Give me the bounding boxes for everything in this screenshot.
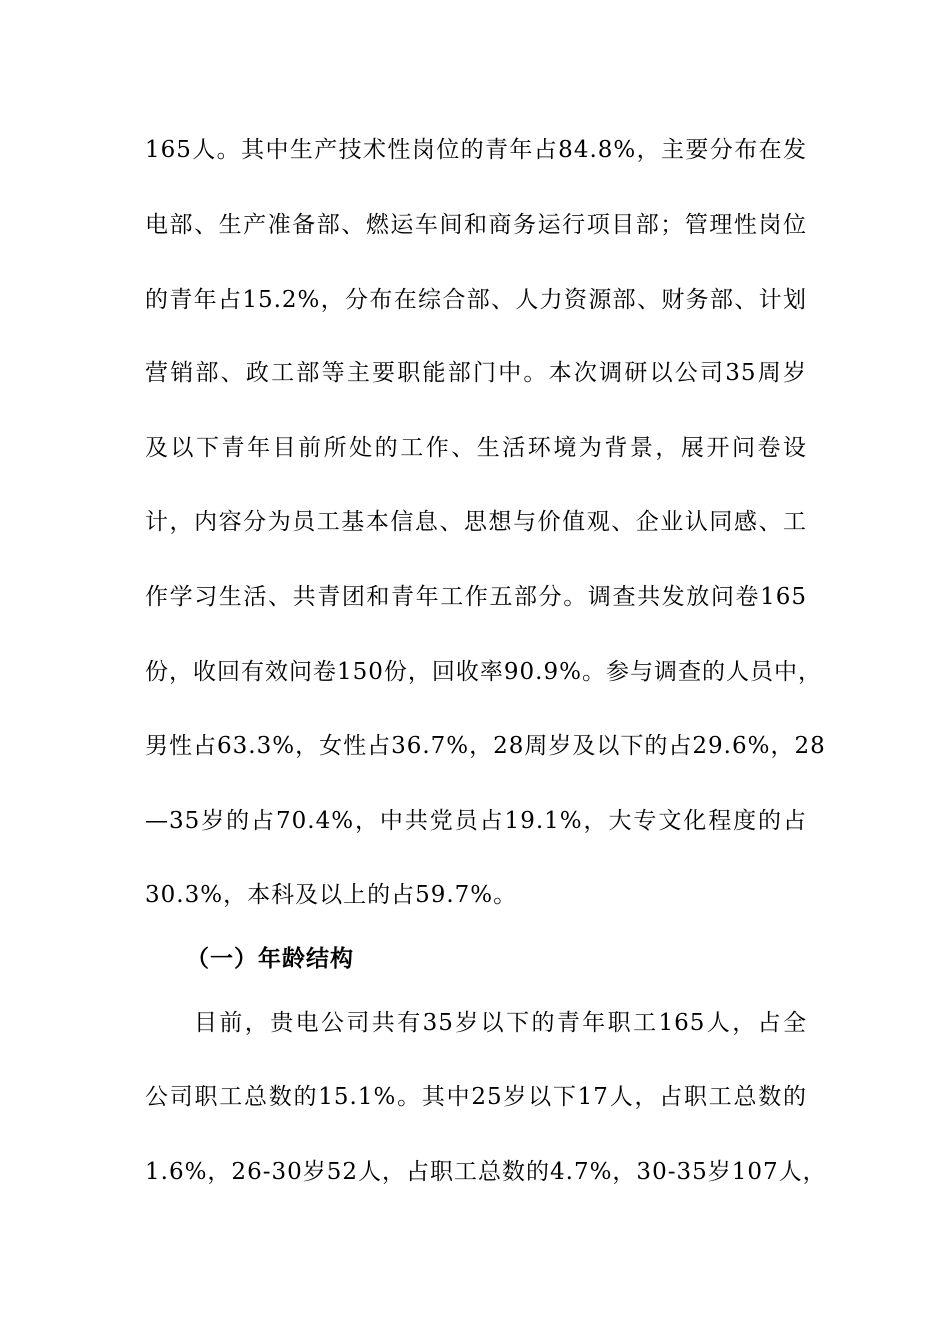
paragraph-line-last: 30.3%，本科及以上的占59.7%。 [145, 882, 518, 908]
paragraph-line: 营销部、政工部等主要职能部门中。本次调研以公司35周岁 [145, 360, 807, 386]
paragraph-line: 165人。其中生产技术性岗位的青年占84.8%，主要分布在发 [145, 137, 807, 163]
paragraph-line: 男性占63.3%，女性占36.7%，28周岁及以下的占29.6%，28 [145, 733, 826, 759]
paragraph-line: 1.6%，26-30岁52人，占职工总数的4.7%，30-35岁107人， [145, 1159, 827, 1185]
paragraph-line: 作学习生活、共青团和青年工作五部分。调查共发放问卷165 [145, 584, 807, 610]
paragraph-line: 份，收回有效问卷150份，回收率90.9%。参与调查的人员中， [145, 659, 822, 685]
section-heading: （一）年龄结构 [186, 946, 354, 972]
paragraph-line: 电部、生产准备部、燃运车间和商务运行项目部；管理性岗位 [145, 212, 807, 238]
paragraph-line-indented: 目前，贵电公司共有35岁以下的青年职工165人，占全 [194, 1010, 807, 1036]
paragraph-line: 的青年占15.2%，分布在综合部、人力资源部、财务部、计划 [145, 287, 807, 313]
paragraph-line: 公司职工总数的15.1%。其中25岁以下17人，占职工总数的 [145, 1084, 807, 1110]
paragraph-line: 及以下青年目前所处的工作、生活环境为背景，展开问卷设 [145, 435, 807, 461]
paragraph-line: 计，内容分为员工基本信息、思想与价值观、企业认同感、工 [145, 509, 807, 535]
paragraph-line: —35岁的占70.4%，中共党员占19.1%，大专文化程度的占 [145, 808, 807, 834]
